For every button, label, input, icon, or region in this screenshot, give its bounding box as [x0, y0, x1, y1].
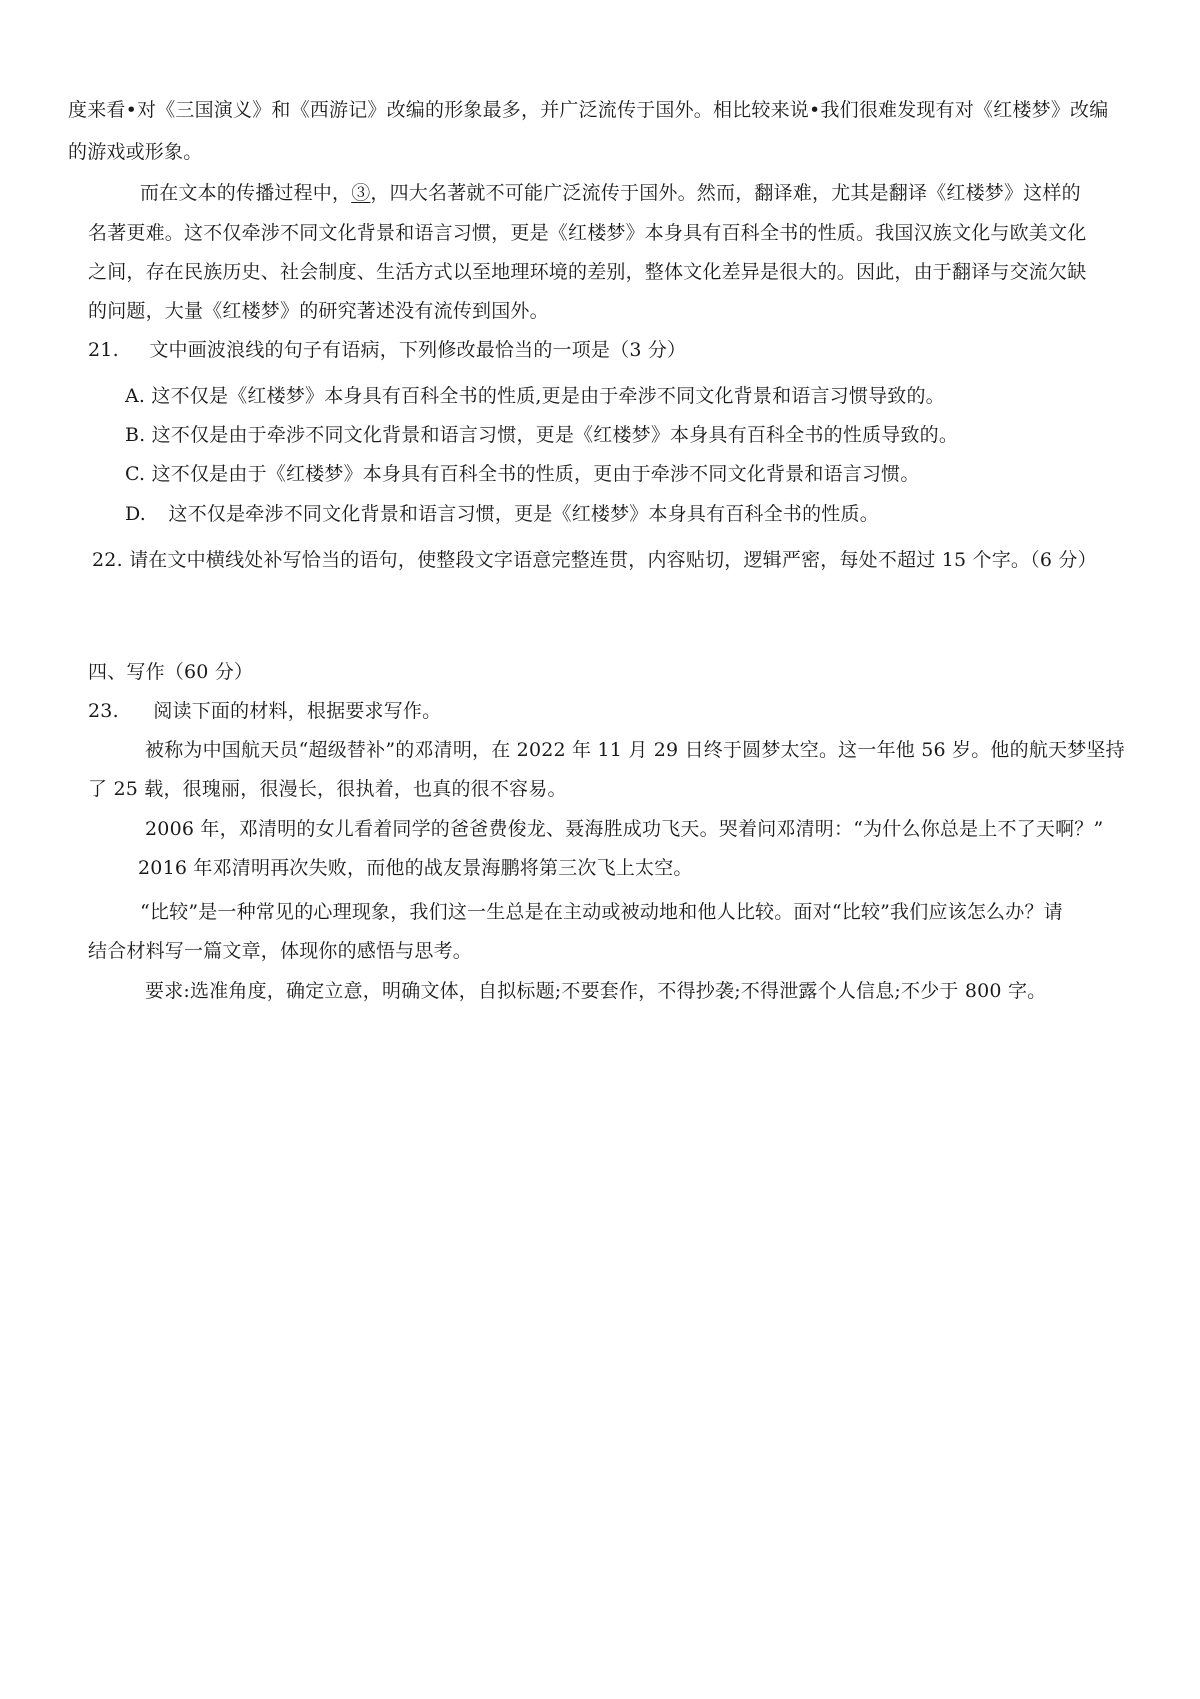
question-stem: 阅读下面的材料，根据要求写作。 [153, 700, 442, 722]
passage-paragraph-2-line-1 [140, 181, 1081, 205]
passage-line-2: 的游戏或形象。 [68, 141, 203, 163]
question-number: 21. [88, 339, 119, 361]
blank-marker-3: ③ [351, 182, 371, 204]
passage-line-6: 的问题，大量《红楼梦》的研究著述没有流传到国外。 [88, 300, 549, 322]
material-4-line-1: “比较”是一种常见的心理现象，我们这一生总是在主动或被动地和他人比较。面对“比较”我们应该怎么办？请 [140, 901, 1063, 923]
option-d [125, 502, 879, 526]
option-text: 这不仅是牵涉不同文化背景和语言习惯，更是《红楼梦》本身具有百科全书的性质。 [168, 503, 879, 525]
option-text: 这不仅是由于牵涉不同文化背景和语言习惯，更是《红楼梦》本身具有百科全书的性质导致的。 [151, 424, 959, 446]
question-stem: 文中画波浪线的句子有语病，下列修改最恰当的一项是（3 分） [149, 339, 687, 361]
section-heading-writing: 四、写作（60 分） [88, 661, 254, 683]
writing-requirement: 要求:选准角度，确定立意，明确文体，自拟标题;不要套作，不得抄袭;不得泄露个人信息;不少于 800 字。 [145, 980, 1047, 1002]
question-21 [88, 338, 686, 362]
material-4-line-2: 结合材料写一篇文章，体现你的感悟与思考。 [88, 940, 473, 962]
material-3: 2016 年邓清明再次失败，而他的战友景海鹏将第三次飞上太空。 [138, 857, 693, 879]
option-text: 这不仅是由于《红楼梦》本身具有百科全书的性质，更由于牵涉不同文化背景和语言习惯。 [151, 463, 920, 485]
question-22 [92, 548, 1097, 572]
option-b [125, 423, 958, 447]
question-23 [88, 699, 441, 723]
passage-line-1: 度来看•对《三国演义》和《西游记》改编的形象最多，并广泛流传于国外。相比较来说•我们很难发现有对《红楼梦》改编 [68, 99, 1109, 121]
option-c [125, 462, 920, 486]
option-letter: D. [125, 503, 146, 525]
option-letter: B. [125, 424, 146, 446]
question-number: 22. [92, 549, 123, 571]
question-stem: 请在文中横线处补写恰当的语句，使整段文字语意完整连贯，内容贴切，逻辑严密，每处不超过 15 个字。（6 分） [129, 549, 1097, 571]
question-number: 23. [88, 700, 119, 722]
option-letter: C. [125, 463, 146, 485]
material-2: 2006 年，邓清明的女儿看着同学的爸爸费俊龙、聂海胜成功飞天。哭着问邓清明：“为什么你总是上不了天啊？” [145, 818, 1104, 840]
passage-line-4: 名著更难。这不仅牵涉不同文化背景和语言习惯，更是《红楼梦》本身具有百科全书的性质。我国汉族文化与欧美文化 [88, 222, 1087, 244]
material-1-line-1: 被称为中国航天员“超级替补”的邓清明，在 2022 年 11 月 29 日终于圆梦太空。这一年他 56 岁。他的航天梦坚持 [145, 739, 1125, 761]
passage-line-5: 之间，存在民族历史、社会制度、生活方式以至地理环境的差别，整体文化差异是很大的。因此，由于翻译与交流欠缺 [88, 261, 1087, 283]
material-1-line-2: 了 25 载，很瑰丽，很漫长，很执着，也真的很不容易。 [88, 778, 567, 800]
option-a [125, 384, 945, 408]
option-letter: A. [125, 385, 146, 407]
option-text: 这不仅是《红楼梦》本身具有百科全书的性质,更是由于牵涉不同文化背景和语言习惯导致的。 [151, 385, 945, 407]
passage-text: 而在文本的传播过程中， [140, 182, 352, 204]
passage-text: ，四大名著就不可能广泛流传于国外。然而，翻译难，尤其是翻译《红楼梦》这样的 [370, 182, 1081, 204]
